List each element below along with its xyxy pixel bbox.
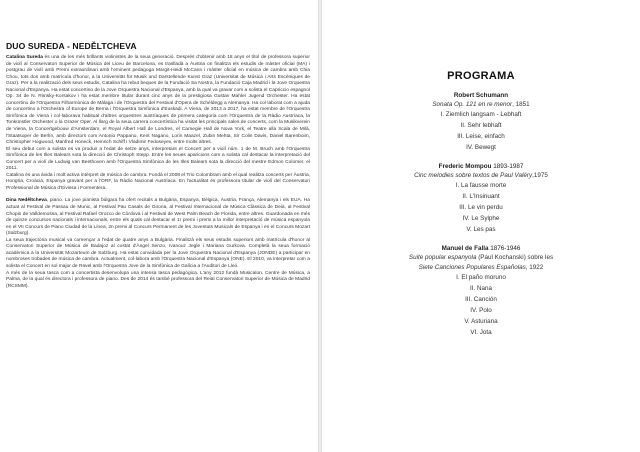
program-piece	[322, 91, 640, 153]
movement: III. Canción	[465, 295, 497, 303]
movement: I. La fausse morte	[455, 182, 507, 190]
movement: I. Ziemlich langsam - Lebhaft	[440, 111, 522, 119]
program-piece	[322, 244, 640, 337]
biography-section	[6, 41, 310, 290]
movement: I. El paño moruno	[456, 273, 506, 281]
nedeltcheva-bio-paragraph-3: A més de la seua tasca com a concertista desenvolupa una intensa tasca pedagògica. L'any 2012 fundà Musicalon, Centre de Música, a Palma, de la qual és directora i professora de piano. Des de 2014 és també professora del Reial Conservatori Superior de Música de Madrid (RCSMM).	[6, 270, 310, 289]
duo-title: DUO SUREDA - NEDĚLTCHEVA	[6, 41, 137, 51]
composer-name: Frederic Mompou 1893-1987	[438, 163, 524, 171]
sureda-bio-paragraph-3: Catalina és una àvida i molt activa intèrpret de música de cambra. Fundà el 2008 el Trio Colombram amb el qual realitza concerts per Àustria, Hongria, Croàcia, Espanya gravant per a l'ORF, la Ràdio Nacional Austríaca. En l'actualitat és professora titular de violí del Conservatori Professional de Música d'Eivissa i Formentera.	[6, 172, 310, 191]
nedeltcheva-bio-paragraph-2: La seua trajectòria musical va començar a l'edat de quatre anys a Bulgària. Finalitzà els seus estudis superiors amb matrícula d'honor al Conservatori Superior de Música de Badajoz al costat d'Àngel Senzo, Ivanouz Jegle i Mariana Gurkova. Completà la seua formació acadèmica a la Universität Mozarteum de Salzburg. Ha estat convidada per la Jove Orquestra Nacional d'Espanya (JONDE) a participar en nombroses trobades de música de cambra. Actualment, col·labora amb l'Orquestra Nacional d'Espanya (ONE). El 2010, va interpretar com a solista el Concert en sol major de Ravel amb l'Orquestra Jove de la Simfònica de Galícia a l'Auditori de Lleó.	[6, 237, 310, 269]
movement: III. Le vin perdu	[459, 204, 503, 212]
movement: V. Les pas	[466, 226, 496, 234]
nedeltcheva-name: Dina Neděltcheva	[6, 198, 47, 204]
movement: III. Leise, einfach	[457, 133, 505, 141]
movement: VI. Jota	[470, 328, 492, 336]
composer-name: Manuel de Falla 1876-1946	[441, 245, 521, 253]
work-title: Suite popular espanyola (Paul Kochanski) sobre les	[408, 254, 554, 262]
movement: IV. Polo	[470, 306, 492, 314]
left-page	[0, 0, 318, 452]
movement: V. Asturiana	[464, 317, 498, 325]
movement: II. Nana	[469, 284, 493, 292]
program-section	[322, 70, 640, 347]
movement: IV. Bewegt	[466, 144, 496, 152]
sureda-bio-paragraph-2: El seu debut com a solista es va produir a l'edat de setze anys, interpretant el Concert per a violí núm. 1 de M. Bruch amb l'Orquestra Simfònica de les Illes Balears sota la direcció de Christoph Stepp. Entre les seues aparicions com a solista cal destacar la interpretació del Concert per a violí de Ludwig van Beethoven amb l'Orquestra Simfònica de les Illes Balears sota la direcció del mestre Edmon Colomer, el 2011.	[6, 146, 310, 172]
program-piece	[322, 162, 640, 235]
movement: II. Sehr lebhaft	[460, 122, 502, 130]
sureda-name: Catalina Sureda	[6, 55, 43, 60]
composer-name: Robert Schumann	[453, 92, 509, 99]
right-page	[322, 0, 640, 452]
work-title: Cinc melodies sobre textos de Paul Valéry,1975	[414, 172, 548, 180]
movement: II. L'Insinuant	[462, 193, 500, 201]
work-title: Sonata Op. 121 en re menor, 1851	[432, 101, 530, 108]
program-heading: PROGRAMA	[447, 70, 515, 82]
nedeltcheva-bio-paragraph-1: Dina Neděltcheva, piano. La jove pianista búlgara ha ofert recitals a Bulgària, Espanya, Bèlgica, Àustria, França, Alemanya i els EUA. Ha actuat al Festival de Passau de Munic, al Festival Pau Casals de Girona, al Festival Internacional de Música Clàssica de Deià, al Festival Chopin de Valldemossa, al Festival Rafael Orozco de Còrdova i al Festival de West Palm Beach de Florida, entre altres. Guardonada en més de quinze concursos nacionals i internacionals, entre els quals cal destacar el 1r premi i premi a la millor interpretació de música espanyola en el VII Concurs de Piano Ciudad de la Línea, 2n premi al Concurs Permanent de les Joventuts Musicals de Espanya i en el Concurs Mozart (Salzburg).	[6, 198, 310, 237]
sureda-bio-paragraph-1: Catalina Sureda és una de les més brillants violinistes de la seua generació. Després d'obtenir amb 18 anys el títol de professora superior de violí al Conservatori Superior de Música del Liceu de Barcelona, es traslladà a Àustria on finalitza els estudis de màster oficial (MA) i postgrau de violí amb Premi extraordinari amb l'eminent pedagoga Margit-Heidi McCann i màster oficial en música de cambra amb Chia Chou, tots dos amb matrícula d'honor, a la Universität für Musik und Darstellende Kunst Graz (Universitat de Música i Arts Escèniques de Graz). Per a la realització dels seus estudis, Catalina ha rebut beques de la Fundació Sa Nostra, la Fundació Caja Madrid i la Jove Orquestra Nacional d'Espanya. Ha estat concertino de la Jove Orquestra Nacional d'Espanya, amb la qual va gravar com a solista el Capriccio espagnol Op. 34 de N. Rimsky-Korsakov i ha estat membre titular durant cinc anys de la prestigiosa Gustav Mahler Jugend Orchester. Ha estat concertino de l'Orquestra Filharmònica de Màlaga i de l'Orquestra del Festival d'Opera de Schéldegg a Alemanya. Ha col·laborat com a ajuda de concertino a l'Orchestra of Europe de Berna i l'Orquestra Simfònica d'Euskadi. A Viena, de 2013 a 2017, ha estat membre de l'Orquestra Simfònica de Viena i col·laborava habitual d'altres orquestres austríaques de primera categoria com l'Orquestra de la Ràdio Austríaca, la Tonkünstler Orchester o la Grazer Oper. Al llarg de la seua carrera concertística ha visitat les principals sales de concerts, com la Musikverein de Viena, la Concertgebouw d'Amsterdam, el Royal Albert Hall de Londres, el Carnegie Hall de Nova York, el Teatre alla Scala de Milà, l'Staatsoper de Berlín, amb directors com Antonio Pappano, Kent Nagano, Lorin Maazel, Zubin Mehta, Sir Colin Davis, Daniel Barenboim, Christopher Hogwood, Manfred Honeck, Heinrich Schiff i Vladimir Fedoseyev, entre molts altres.	[6, 55, 310, 146]
movement: IV. Le Sylphe	[462, 215, 500, 223]
work-title-line-2: Siete Canciones Populares Españolas, 1922	[418, 263, 544, 271]
